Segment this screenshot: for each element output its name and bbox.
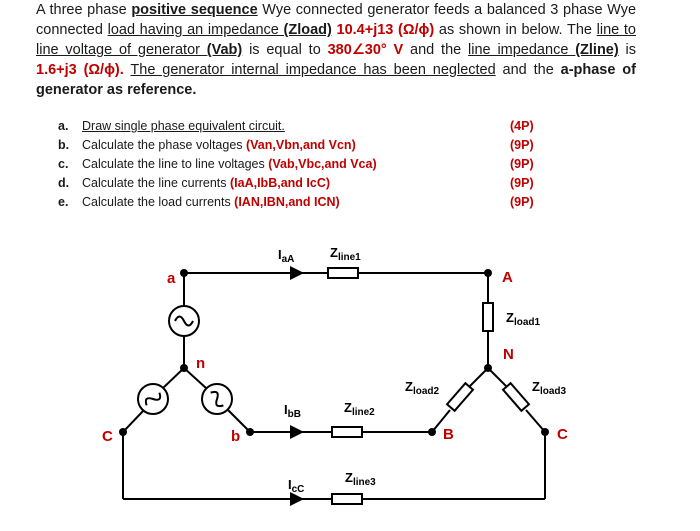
node-C-dot (541, 428, 549, 436)
current-arrow-bB (290, 425, 304, 439)
zload2-label: $Z_{load2}$ (405, 379, 440, 397)
problem-text: The generator internal impedance has been neglected (130, 62, 496, 78)
node-n-label: n (196, 355, 206, 372)
task-points: (9P) (510, 195, 534, 209)
task-variables: (IaA,IbB,and IcC) (230, 176, 331, 190)
zload3-label: $Z_{load3}$ (532, 379, 567, 397)
zload3-resistor (503, 383, 529, 411)
zline2-resistor (332, 427, 362, 437)
node-B-label: B (443, 426, 454, 443)
problem-text: 1.6+j3 (Ω/ϕ). (36, 62, 124, 78)
problem-text: as shown in below. The (434, 22, 597, 38)
problem-text: (Zload) (283, 22, 332, 38)
node-a-dot (180, 269, 188, 277)
problem-text: . (192, 82, 197, 98)
task-text: Calculate the phase voltages (82, 138, 246, 152)
problem-text: Wye connected generator feeds a balanced 3 phase Wye connected (36, 2, 637, 38)
current-arrow-aA (290, 266, 304, 280)
wire-gen-c-lead (123, 410, 144, 432)
problem-text: line impedance (468, 42, 576, 58)
task-points: (9P) (510, 157, 534, 171)
zload1-resistor (483, 303, 493, 331)
node-B-dot (428, 428, 436, 436)
node-A-dot (484, 269, 492, 277)
task-points: (9P) (510, 138, 534, 152)
task-text: Calculate the line currents (82, 176, 230, 190)
node-b-label: b (231, 428, 241, 445)
zline3-label: $Z_{line3}$ (345, 470, 376, 488)
problem-text: 10.4+j13 (Ω/ϕ) (331, 22, 435, 38)
task-variables: (Vab,Vbc,and Vca) (268, 157, 377, 171)
node-N-dot (484, 364, 492, 372)
task-variables: (IAN,IBN,and ICN) (234, 195, 340, 209)
task-variables: (Van,Vbn,and Vcn) (246, 138, 356, 152)
wire-load-c-bottom (526, 410, 545, 432)
problem-text: (Zline) (575, 42, 619, 58)
problem-text: is (618, 42, 636, 58)
task-points: (9P) (510, 176, 534, 190)
task-text: Calculate the load currents (82, 195, 235, 209)
node-c-label: C (102, 428, 113, 445)
current-aA-label: $I_{aA}$ (278, 247, 295, 265)
zline3-resistor (332, 494, 362, 504)
node-c-dot (119, 428, 127, 436)
node-n-dot (180, 364, 188, 372)
problem-text: (Vab) (206, 42, 243, 58)
node-A-label: A (502, 269, 513, 286)
node-b-dot (246, 428, 254, 436)
current-bB-label: $I_{bB}$ (284, 402, 301, 420)
wire-gen-n-c (163, 368, 184, 388)
problem-text: load having an impedance (107, 22, 284, 38)
task-letter: e. (58, 195, 69, 209)
problem-text: is equal to (242, 42, 328, 58)
zload2-resistor (447, 383, 473, 411)
zline2-label: $Z_{line2}$ (344, 400, 375, 418)
zload1-label: $Z_{load1}$ (506, 310, 541, 328)
node-a-label: a (167, 270, 176, 287)
task-letter: c. (58, 157, 69, 171)
task-text: Calculate the line to line voltages (82, 157, 269, 171)
problem-text: line to line voltage of generator (36, 22, 636, 58)
problem-text: and the (403, 42, 469, 58)
problem-text: A three phase (36, 2, 132, 18)
problem-text: a-phase of generator as reference (36, 62, 636, 98)
task-points: (4P) (510, 119, 534, 133)
task-letter: b. (58, 138, 70, 152)
problem-text: 380∠30° V (327, 42, 404, 58)
current-cC-label: $I_{cC}$ (288, 477, 305, 495)
task-text: Draw single phase equivalent circuit. (82, 119, 285, 133)
problem-text: and the (495, 62, 561, 78)
node-C-label: C (557, 426, 568, 443)
zline1-resistor (328, 268, 358, 278)
zline1-label: $Z_{line1}$ (330, 245, 361, 263)
task-letter: d. (58, 176, 70, 190)
problem-text: positive sequence (131, 2, 258, 18)
task-letter: a. (58, 119, 69, 133)
node-N-label: N (503, 346, 514, 363)
